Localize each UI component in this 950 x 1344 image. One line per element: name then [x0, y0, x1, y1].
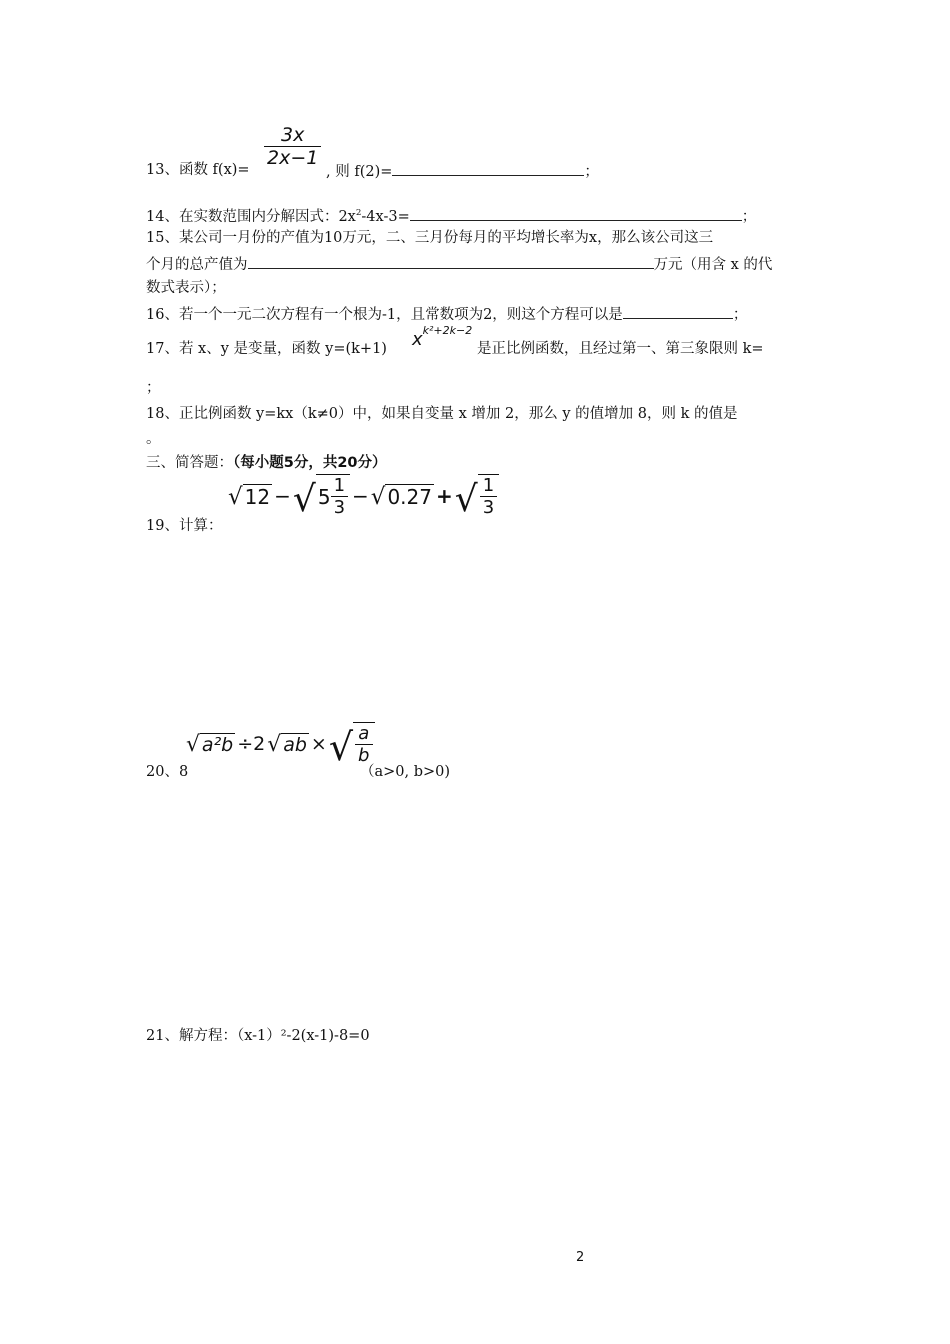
q14-answer-blank[interactable]: [410, 205, 742, 221]
q19-minus-2: −: [352, 484, 369, 508]
question-15-line2: [146, 253, 772, 275]
q19-radicand-027: 0.27: [387, 484, 432, 509]
q19-minus-1: −: [274, 484, 291, 508]
q17-prefix: 17、若 x、y 是变量，函数 y=(k+1): [146, 341, 387, 357]
section-3-note: （每小题5分，共20分）: [233, 455, 387, 471]
q20-sqrt-a2b: √ a²b: [186, 731, 234, 757]
q17-exponent: k²+2k−2: [422, 324, 473, 337]
q19-radicand-12: 12: [244, 484, 271, 509]
q14-end: ；: [741, 208, 757, 225]
q13-denominator: 2x−1: [264, 146, 321, 169]
q19-sqrt-mixed: √ 5 $\frac{1}{3}$: [293, 474, 350, 518]
q19-third-den: 3: [480, 496, 497, 518]
q14-rest: -4x-3=: [361, 208, 410, 225]
q19-expression: [228, 474, 499, 518]
q20-divide: ÷2: [237, 733, 266, 755]
question-19-label: 19、计算：: [146, 518, 223, 534]
question-15-line1: 15、某公司一月份的产值为10万元，二、三月份每月的平均增长率为x，那么该公司这三: [146, 230, 714, 246]
q20-times: ×: [310, 733, 327, 755]
question-15-line3: 数式表示）；: [146, 280, 226, 296]
q19-plus: +: [435, 484, 453, 508]
q15-prefix: 个月的总产值为: [146, 257, 248, 273]
q20-condition: （a>0, b>0): [360, 764, 451, 780]
question-14: [146, 203, 756, 227]
q15-suffix: 万元（用含 x 的代: [653, 257, 773, 273]
q13-end: ；: [584, 164, 599, 180]
question-16: [146, 303, 747, 325]
q16-text: 16、若一个一元二次方程有一个根为-1，且常数项为2，则这个方程可以是: [146, 307, 623, 323]
q17-line2: ；: [146, 380, 161, 396]
q14-superscript: 2: [355, 208, 362, 218]
question-13: [146, 160, 250, 180]
q14-prefix: 14、在实数范围内分解因式：2x: [146, 208, 356, 225]
q16-answer-blank[interactable]: [623, 303, 733, 319]
question-20-label: 20、8: [146, 764, 189, 780]
q17-power: [412, 324, 473, 350]
question-18-line1: 18、正比例函数 y=kx（k≠0）中，如果自变量 x 增加 2，那么 y 的值增加 8，则 k 的值是: [146, 406, 738, 422]
q17-tail: 是正比例函数，且经过第一、第三象限则 k=: [477, 341, 764, 357]
q20-sqrt-ab: √ ab: [267, 731, 307, 757]
q19-mixed-num: 1: [333, 475, 346, 496]
q20-expression: [186, 722, 375, 769]
page-number: 2: [576, 1250, 585, 1265]
q13-suffix: , 则 f(2)=: [326, 164, 393, 180]
q19-third-num: 1: [482, 475, 495, 496]
q13-fraction: [264, 124, 321, 169]
section-3-heading: [146, 453, 387, 473]
q19-whole: 5: [317, 484, 331, 509]
question-17: [146, 339, 387, 359]
section-3-title: 三、简答题：: [146, 455, 233, 471]
q19-mixed-den: 3: [331, 496, 348, 518]
q20-frac-den: b: [355, 744, 372, 766]
q15-answer-blank[interactable]: [248, 253, 654, 269]
q13-numerator: 3x: [281, 124, 305, 146]
q20-radicand-a2b: a²b: [201, 733, 234, 756]
q20-frac-num: a: [358, 723, 370, 744]
q20-radicand-ab: ab: [283, 733, 307, 756]
question-21: 21、解方程：（x-1）²-2(x-1)-8=0: [146, 1028, 370, 1044]
q13-answer-blank[interactable]: [392, 160, 584, 176]
q13-tail: [326, 160, 599, 182]
q19-sqrt-third: √ $\frac{1}{3}$: [455, 474, 499, 518]
q19-sqrt-027: √ 0.27: [370, 483, 432, 510]
q17-base: x: [412, 329, 423, 350]
q19-sqrt-12: √ 12: [228, 483, 271, 510]
question-18-line2: 。: [146, 431, 161, 447]
q13-prefix: 13、函数 f(x)=: [146, 162, 250, 178]
q16-end: ；: [732, 307, 748, 323]
q20-sqrt-frac: √ $\frac{a}{b}$: [329, 722, 375, 766]
